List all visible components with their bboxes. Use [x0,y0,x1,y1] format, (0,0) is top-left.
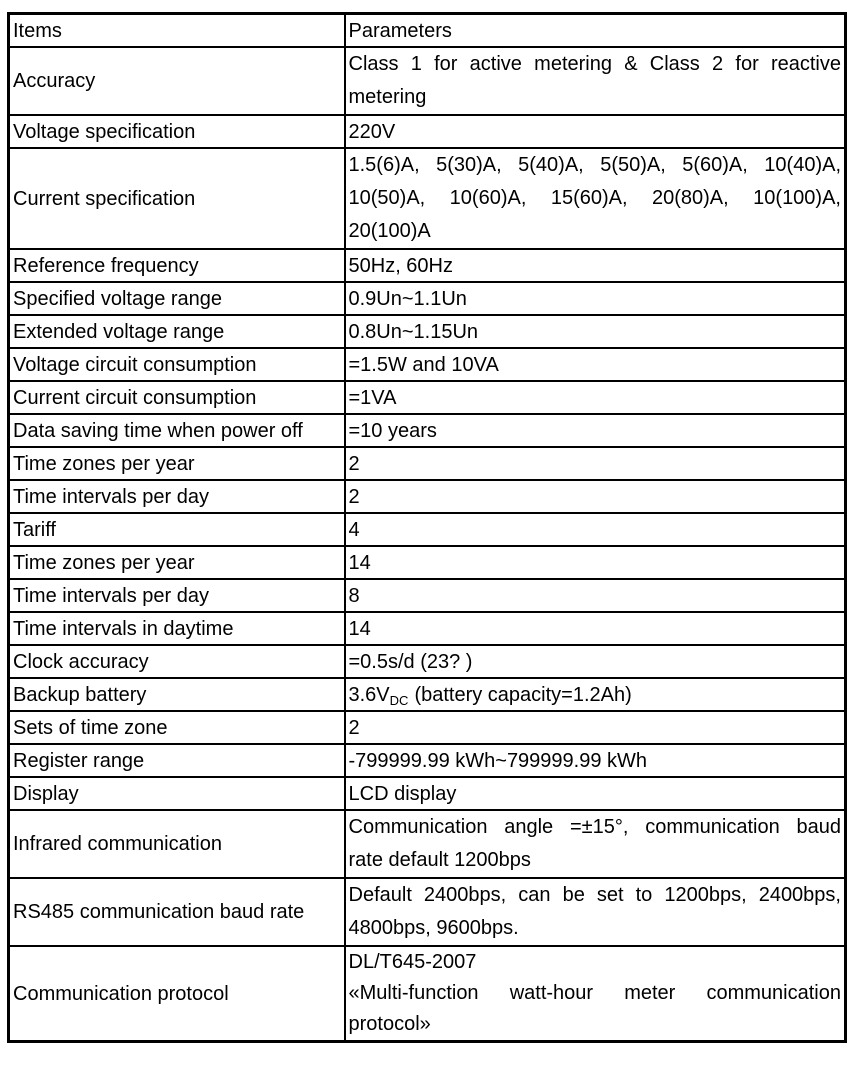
param-cell [345,878,846,946]
param-cell: 14 [345,546,846,579]
item-cell: Infrared communication [9,810,345,878]
param-line: 10(50)A, 10(60)A, 15(60)A, 20(80)A, 10(100)A, [348,187,841,209]
param-cell: 50Hz, 60Hz [345,249,846,282]
item-cell: Time intervals in daytime [9,612,345,645]
table-row-time-zones-per-year-2 [9,546,846,579]
table-row-extended-voltage-range [9,315,846,348]
param-cell: =1VA [345,381,846,414]
item-cell: Backup battery [9,678,345,711]
table-row-register-range [9,744,846,777]
item-cell: Extended voltage range [9,315,345,348]
param-line: 1.5(6)A, 5(30)A, 5(40)A, 5(50)A, 5(60)A, 10(40)A, [348,154,841,176]
item-cell: Time zones per year [9,546,345,579]
item-cell: Tariff [9,513,345,546]
item-cell: Current circuit consumption [9,381,345,414]
param-cell: LCD display [345,777,846,810]
param-cell: 2 [345,447,846,480]
item-cell: Voltage specification [9,115,345,148]
param-line: Default 2400bps, can be set to 1200bps, 2400bps, [348,884,841,906]
table-row-communication-protocol [9,946,846,1042]
param-cell [345,946,846,1042]
param-line: 4800bps, 9600bps. [348,917,519,939]
param-cell: -799999.99 kWh~799999.99 kWh [345,744,846,777]
item-cell: Clock accuracy [9,645,345,678]
param-cell: 14 [345,612,846,645]
param-cell: =10 years [345,414,846,447]
table-row-time-intervals-per-day [9,480,846,513]
table-row-current-spec [9,148,846,249]
table-row-rs485-baud-rate [9,878,846,946]
item-cell: Specified voltage range [9,282,345,315]
item-cell: Sets of time zone [9,711,345,744]
table-row-voltage-circuit-consumption [9,348,846,381]
table-row-data-saving-time [9,414,846,447]
battery-voltage-subscript: DC [389,692,409,708]
battery-capacity: (battery capacity=1.2Ah) [414,683,632,706]
table-row-specified-voltage-range [9,282,846,315]
param-cell: 0.8Un~1.15Un [345,315,846,348]
table-row-time-intervals-in-daytime [9,612,846,645]
param-line: Class 1 for active metering & Class 2 for reactive [348,53,841,75]
param-cell [345,678,846,711]
item-cell: Display [9,777,345,810]
item-cell: Data saving time when power off [9,414,345,447]
item-cell: Time zones per year [9,447,345,480]
header-parameters-cell: Parameters [345,14,846,48]
item-cell: Communication protocol [9,946,345,1042]
item-cell: Current specification [9,148,345,249]
item-cell: Time intervals per day [9,579,345,612]
table-row-current-circuit-consumption [9,381,846,414]
table-row-time-intervals-per-day-2 [9,579,846,612]
item-cell: Time intervals per day [9,480,345,513]
param-cell: 8 [345,579,846,612]
param-cell: 4 [345,513,846,546]
table-row-display [9,777,846,810]
table-row-accuracy [9,47,846,115]
param-line: 20(100)A [348,220,431,242]
param-line: rate default 1200bps [348,849,531,871]
param-line: «Multi-function watt-hour meter communication [348,982,841,1004]
battery-voltage: 3.6V [348,683,390,706]
table-row-reference-frequency [9,249,846,282]
table-row-backup-battery [9,678,846,711]
table-row-voltage-spec [9,115,846,148]
param-cell [345,810,846,878]
table-row-clock-accuracy [9,645,846,678]
param-cell: 2 [345,480,846,513]
item-cell: RS485 communication baud rate [9,878,345,946]
param-line: protocol» [348,1013,431,1035]
param-cell: 0.9Un~1.1Un [345,282,846,315]
spec-table [7,12,847,1043]
item-cell: Register range [9,744,345,777]
header-items-cell: Items [9,14,345,48]
item-cell: Voltage circuit consumption [9,348,345,381]
param-line: Communication angle =±15°, communication baud [348,816,841,838]
document-page [0,12,852,1080]
param-cell [345,47,846,115]
param-cell: =1.5W and 10VA [345,348,846,381]
item-cell: Reference frequency [9,249,345,282]
item-cell: Accuracy [9,47,345,115]
header-row [9,14,846,48]
param-line: DL/T645-2007 [348,951,477,973]
param-line: metering [348,86,427,108]
param-cell: 220V [345,115,846,148]
table-row-sets-of-time-zone [9,711,846,744]
table-row-infrared-communication [9,810,846,878]
table-row-tariff [9,513,846,546]
table-row-time-zones-per-year [9,447,846,480]
param-cell [345,148,846,249]
param-cell: =0.5s/d (23? ) [345,645,846,678]
param-cell: 2 [345,711,846,744]
